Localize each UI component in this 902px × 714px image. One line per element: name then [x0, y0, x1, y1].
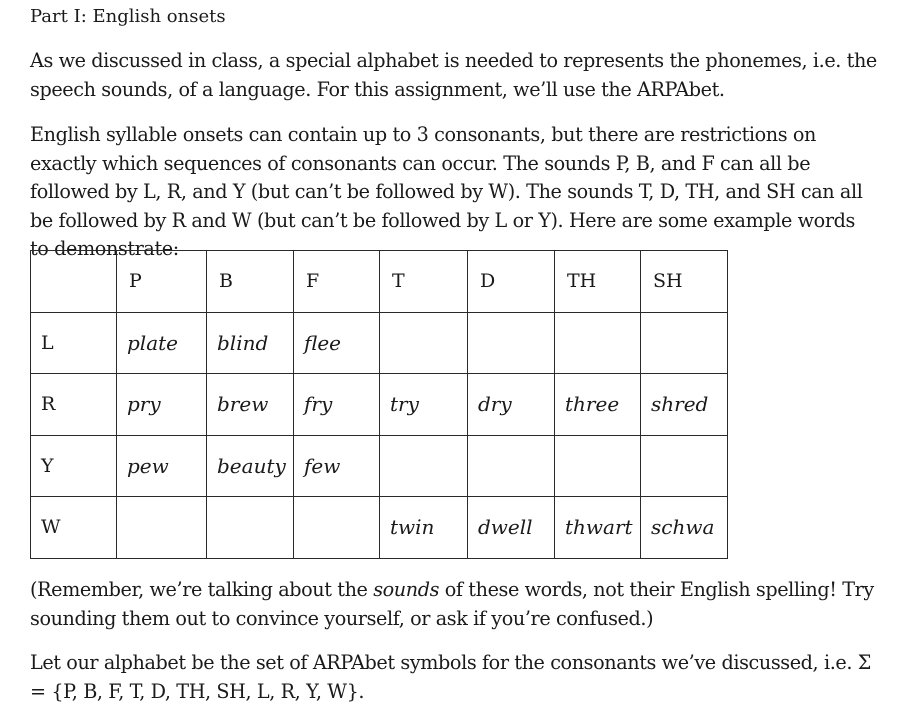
reminder-text-after: of these words, not their English spelling! Try sounding them out to convince yourself, or ask if you’re confused.) [30, 578, 874, 630]
row-header: R [31, 374, 117, 436]
example-word-cell [380, 312, 468, 374]
example-word-cell [468, 312, 555, 374]
example-word-cell [641, 312, 728, 374]
example-word-cell: shred [641, 374, 728, 436]
onset-examples-table [30, 250, 728, 559]
example-word-cell [555, 312, 641, 374]
table-row [31, 497, 728, 559]
onset-rules-paragraph: English syllable onsets can contain up to 3 consonants, but there are restrictions on exactly which sequences of consonants can occur. The sounds P, B, and F can all be followed by L, R, and Y (but can’t be followed by W). The sounds T, D, TH, and SH can all be followed by R and W (but can’t be followed by L or Y). Here are some example words to demonstrate: [30, 123, 863, 261]
example-word-cell: thwart [555, 497, 641, 559]
section-heading: Part I: English onsets [30, 6, 226, 27]
example-word-cell: beauty [207, 435, 294, 497]
example-word-cell: pry [117, 374, 207, 436]
example-word-cell: brew [207, 374, 294, 436]
example-word-cell: try [380, 374, 468, 436]
example-word-cell: fry [294, 374, 380, 436]
example-word-cell: pew [117, 435, 207, 497]
row-header: W [31, 497, 117, 559]
example-word-cell [294, 497, 380, 559]
example-word-cell: three [555, 374, 641, 436]
example-word-cell: twin [380, 497, 468, 559]
reminder-paragraph [30, 576, 878, 633]
row-header: Y [31, 435, 117, 497]
example-word-cell [117, 497, 207, 559]
column-header: D [468, 251, 555, 313]
table-header-row [31, 251, 728, 313]
column-header: B [207, 251, 294, 313]
example-word-cell: blind [207, 312, 294, 374]
column-header: SH [641, 251, 728, 313]
example-word-cell [207, 497, 294, 559]
example-word-cell: flee [294, 312, 380, 374]
reminder-emphasis: sounds [373, 578, 440, 601]
column-header: F [294, 251, 380, 313]
column-header: T [380, 251, 468, 313]
example-word-cell: dry [468, 374, 555, 436]
table-corner-cell [31, 251, 117, 313]
row-header: L [31, 312, 117, 374]
example-word-cell [380, 435, 468, 497]
example-word-cell [555, 435, 641, 497]
example-word-cell: schwa [641, 497, 728, 559]
intro-paragraph: As we discussed in class, a special alphabet is needed to represents the phonemes, i.e. the speech sounds, of a language. For this assignment, we’ll use the ARPAbet. [30, 49, 877, 101]
example-word-cell: plate [117, 312, 207, 374]
alphabet-definition-paragraph: Let our alphabet be the set of ARPAbet symbols for the consonants we’ve discussed, i.e. Σ = {P, B, F, T, D, TH, SH, L, R, Y, W}. [30, 651, 871, 703]
table-row [31, 435, 728, 497]
reminder-text-before: (Remember, we’re talking about the [30, 578, 374, 601]
example-word-cell [641, 435, 728, 497]
example-word-cell: few [294, 435, 380, 497]
column-header: TH [555, 251, 641, 313]
example-word-cell [468, 435, 555, 497]
example-word-cell: dwell [468, 497, 555, 559]
table-row [31, 374, 728, 436]
column-header: P [117, 251, 207, 313]
table-row [31, 312, 728, 374]
